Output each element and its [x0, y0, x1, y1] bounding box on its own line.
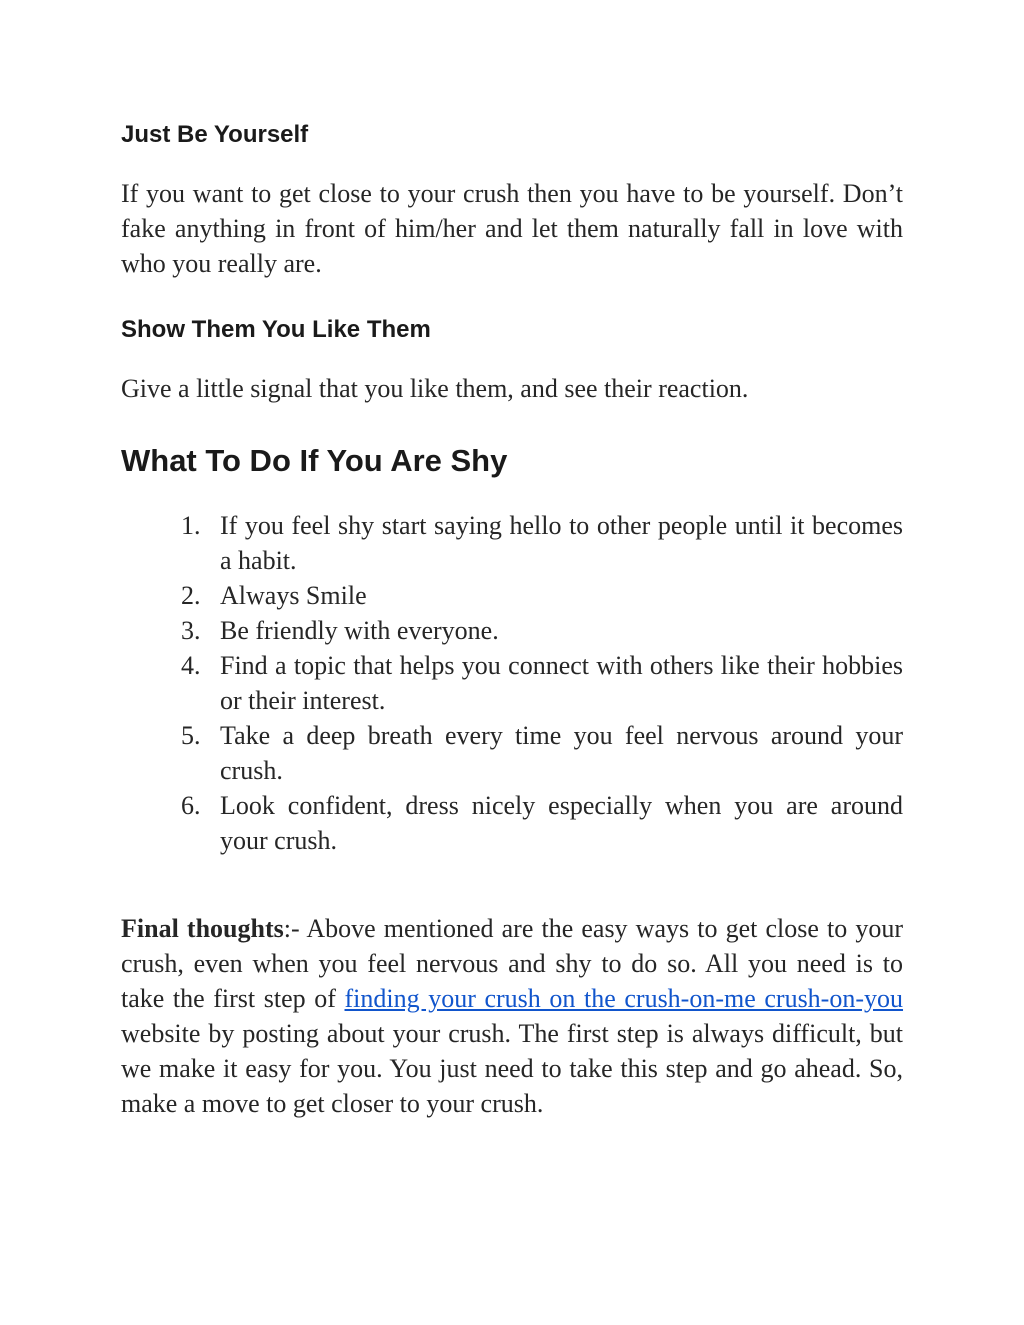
list-item: [181, 648, 903, 718]
shy-tips-list: [181, 508, 903, 858]
list-item-number: 6.: [181, 791, 201, 820]
list-item-text: If you feel shy start saying hello to other people until it becomes a habit.: [220, 511, 903, 575]
list-item: [181, 613, 903, 648]
crush-on-me-link[interactable]: finding your crush on the crush-on-me crush-on-you: [344, 984, 904, 1013]
heading-just-be-yourself: Just Be Yourself: [121, 121, 309, 148]
list-item: [181, 508, 903, 578]
paragraph-show-them: Give a little signal that you like them, and see their reaction.: [121, 374, 749, 403]
final-thoughts-text-before-link: Above mentioned are the easy ways to get close to your crush, even when you feel nervous and shy to do so. All you need is to take the first step of: [121, 914, 904, 1013]
list-item-text: Look confident, dress nicely especially when you are around your crush.: [220, 791, 903, 855]
list-item-number: 1.: [181, 511, 201, 540]
list-item-text: Always Smile: [220, 581, 367, 610]
paragraph-be-yourself: If you want to get close to your crush then you have to be yourself. Don’t fake anything in front of him/her and let them naturally fall in love with who you really are.: [121, 179, 903, 278]
list-item-number: 4.: [181, 651, 201, 680]
list-item-text: Be friendly with everyone.: [220, 616, 499, 645]
list-item-text: Take a deep breath every time you feel nervous around your crush.: [220, 721, 903, 785]
list-item-text: Find a topic that helps you connect with others like their hobbies or their interest.: [220, 651, 903, 715]
list-item-number: 5.: [181, 721, 201, 750]
final-thoughts-label: Final thoughts: [121, 914, 284, 943]
list-item-number: 2.: [181, 581, 201, 610]
list-item: [181, 718, 903, 788]
list-item-number: 3.: [181, 616, 201, 645]
list-item: [181, 578, 903, 613]
list-item: [181, 788, 903, 858]
final-thoughts-text-after-link: website by posting about your crush. The first step is always difficult, but we make it easy for you. You just need to take this step and go ahead. So, make a move to get closer to your crush.: [121, 1019, 903, 1118]
paragraph-final-thoughts: [121, 911, 903, 1121]
final-thoughts-separator: :-: [283, 914, 307, 943]
heading-show-them: Show Them You Like Them: [121, 316, 431, 343]
heading-what-to-do-if-shy: What To Do If You Are Shy: [121, 443, 508, 478]
